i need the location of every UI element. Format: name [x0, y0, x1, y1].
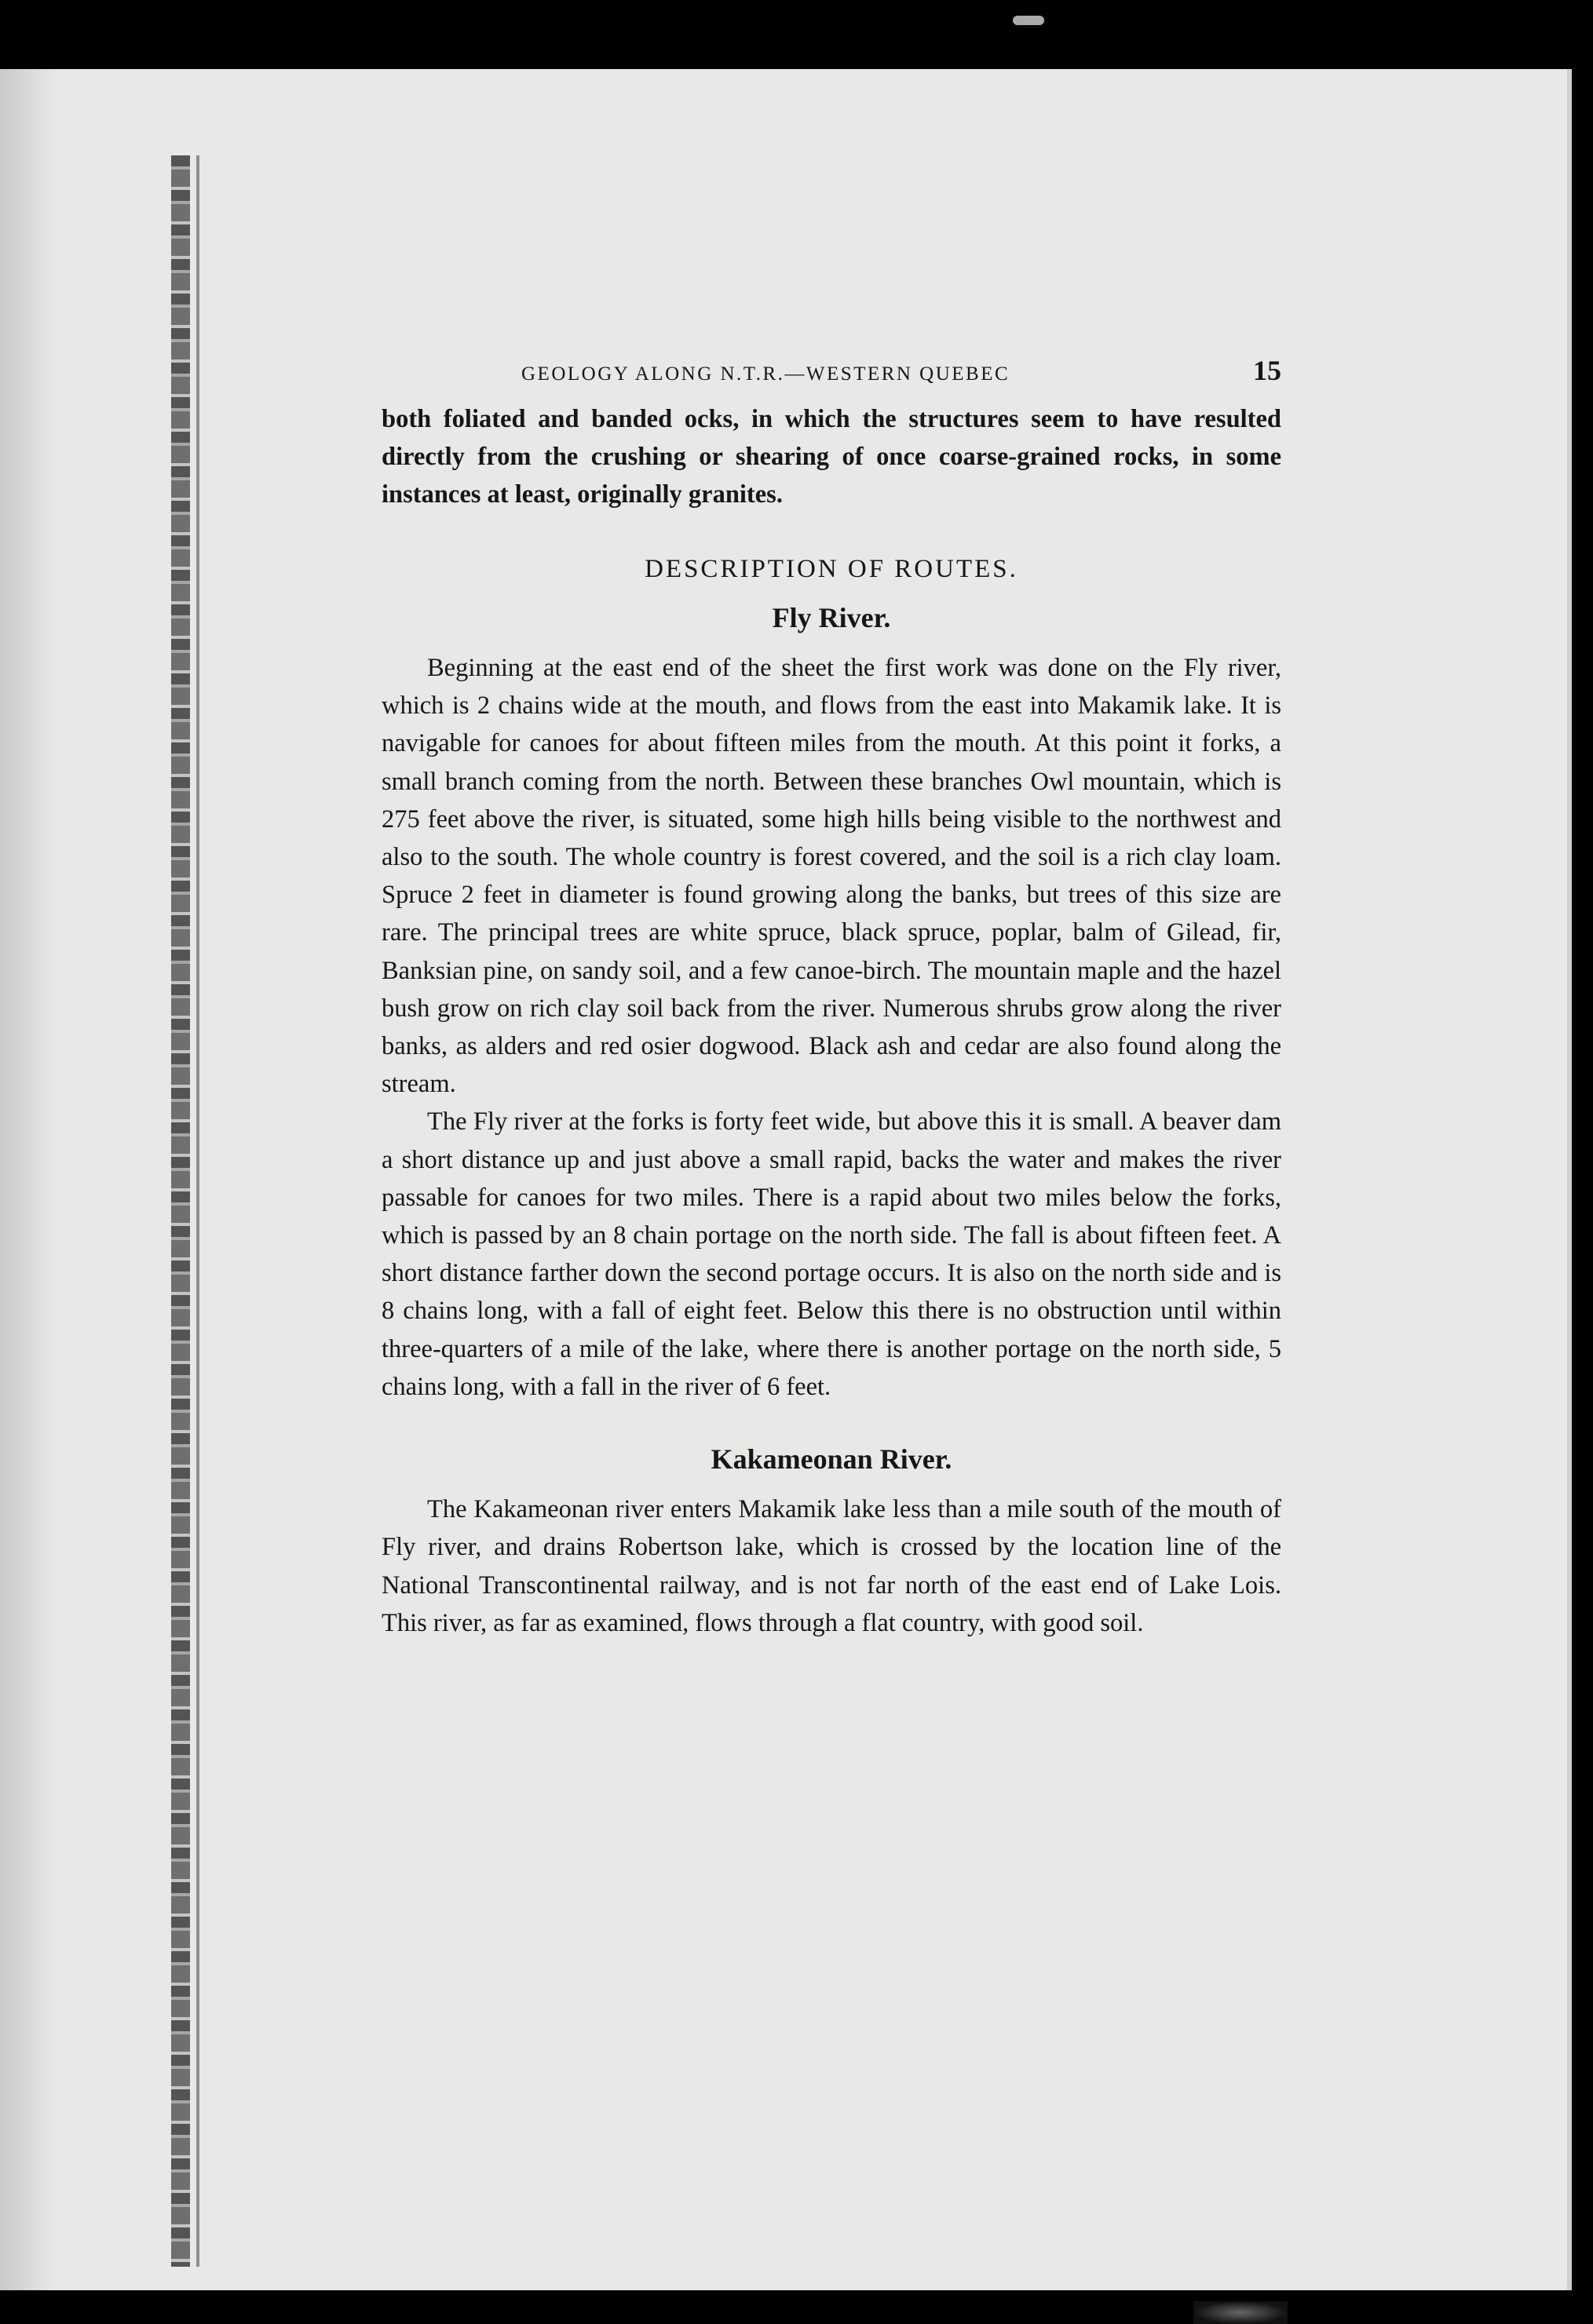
book-binding	[171, 155, 190, 2267]
kakameonan-river-heading: Kakameonan River.	[711, 1443, 952, 1476]
running-header	[382, 352, 1281, 391]
section-heading: DESCRIPTION OF ROUTES.	[645, 554, 1018, 583]
page-number: 15	[1253, 355, 1281, 386]
scan-artifact-bottom	[1193, 2301, 1288, 2324]
fly-river-paragraph-2: The Fly river at the forks is forty feet wide, but above this it is small. A beaver dam a short distance up and just above a small rapid, backs the water and makes the river passable for canoes for two miles. There is a rapid about two miles below the forks, which is passed by an 8 chain portage on the north side. The fall is about fifteen feet. A short distance farther down the second portage occurs. It is also on the north side and is 8 chains long, with a fall of eight feet. Below this there is no obstruction until within three-quarters of a mile of the lake, where there is another portage on the north side, 5 chains long, with a fall in the river of 6 feet.	[382, 1107, 1281, 1401]
intro-paragraph: both foliated and banded ocks, in which the structures seem to have resulted directly from the crushing or shearing of once coarse-grained rocks, in some instances at least, originally granites.	[382, 405, 1281, 509]
fly-river-heading: Fly River.	[772, 601, 891, 633]
binding-edge	[196, 155, 199, 2267]
page-edge-shadow	[0, 69, 55, 2290]
page-text	[382, 352, 1281, 1642]
kakameonan-river-paragraph-1: The Kakameonan river enters Makamik lake less than a mile south of the mouth of Fly river, and drains Robertson lake, which is crossed by the location line of the National Transcontinental railway, and is not far north of the east end of Lake Lois. This river, as far as examined, flows through a flat country, with good soil.	[382, 1495, 1281, 1637]
running-title: GEOLOGY ALONG N.T.R.—WESTERN QUEBEC	[521, 363, 1010, 385]
fly-river-paragraph-1: Beginning at the east end of the sheet the first work was done on the Fly river, which is 2 chains wide at the mouth, and flows from the east into Makamik lake. It is navigable for canoes for about fifteen miles from the mouth. At this point it forks, a small branch coming from the north. Between these branches Owl mountain, which is 275 feet above the river, is situated, some high hills being visible to the northwest and also to the south. The whole country is forest covered, and the soil is a rich clay loam. Spruce 2 feet in diameter is found growing along the banks, but trees of this size are rare. The principal trees are white spruce, black spruce, poplar, balm of Gilead, fir, Banksian pine, on sandy soil, and a few canoe-birch. The mountain maple and the hazel bush grow on rich clay soil back from the river. Numerous shrubs grow along the river banks, as alders and red osier dogwood. Black ash and cedar are also found along the stream.	[382, 654, 1281, 1099]
scan-artifact	[1013, 16, 1044, 25]
